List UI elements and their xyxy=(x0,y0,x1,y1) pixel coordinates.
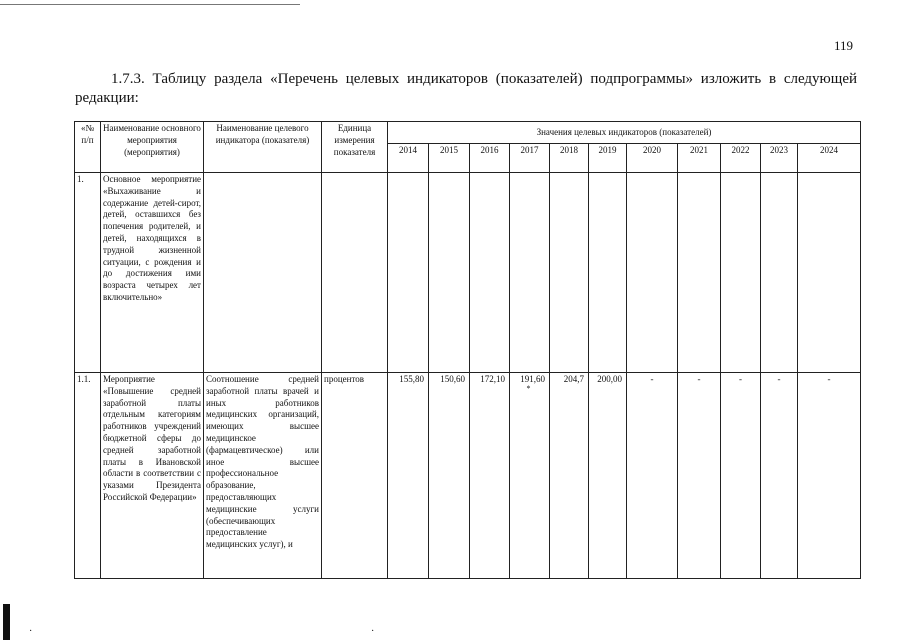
row-value: - xyxy=(721,373,761,579)
row-activity: Основное мероприятие «Выхаживание и содержание детей-сирот, детей, оставшихся без попечения родителей, и детей, находящихся в трудной жизненной ситуации, с рождения и до достижения ими возраста четырех лет включительно» xyxy=(101,173,204,373)
header-activity: Наименование основного мероприятия (мероприятия) xyxy=(101,122,204,173)
row-value xyxy=(388,173,429,373)
row-value xyxy=(627,173,678,373)
row-indicator: Соотношение средней заработной платы врачей и иных работников медицинских организаций, имеющих высшее медицинское (фармацевтическое) или иное высшее профессиональное образование, предоставляющих медицинские услуги (обеспечивающих предоставление медицинских услуг), и xyxy=(204,373,322,579)
table-row xyxy=(75,173,861,373)
row-value: 200,00 xyxy=(589,373,627,579)
header-year: 2017 xyxy=(510,144,550,173)
section-heading xyxy=(75,70,857,108)
row-value xyxy=(510,173,550,373)
row-value xyxy=(550,173,589,373)
row-value xyxy=(678,173,721,373)
row-unit: процентов xyxy=(322,373,388,579)
header-unit: Единица измерения показателя xyxy=(322,122,388,173)
top-rule xyxy=(0,4,300,5)
row-value xyxy=(721,173,761,373)
header-year: 2024 xyxy=(798,144,861,173)
row-value-cell xyxy=(510,373,550,579)
heading-line-2: редакции: xyxy=(75,90,139,106)
row-value: 150,60 xyxy=(429,373,470,579)
header-indicator: Наименование целевого индикатора (показателя) xyxy=(204,122,322,173)
row-num: 1. xyxy=(75,173,101,373)
scan-edge-mark xyxy=(3,604,10,640)
row-value xyxy=(470,173,510,373)
header-values-group: Значения целевых индикаторов (показателей) xyxy=(388,122,861,144)
row-value: - xyxy=(798,373,861,579)
row-value: 155,80 xyxy=(388,373,429,579)
row-value: 191,60 xyxy=(520,374,545,384)
row-value xyxy=(761,173,798,373)
table-row xyxy=(75,373,861,579)
header-year: 2014 xyxy=(388,144,429,173)
row-indicator xyxy=(204,173,322,373)
row-num: 1.1. xyxy=(75,373,101,579)
row-value: - xyxy=(678,373,721,579)
row-value: - xyxy=(761,373,798,579)
row-value xyxy=(589,173,627,373)
indicators-table xyxy=(74,121,861,579)
scan-speck: · xyxy=(371,626,375,637)
header-year: 2023 xyxy=(761,144,798,173)
row-activity: Мероприятие «Повышение средней заработной платы отдельным категориям работников учреждений бюджетной сферы до средней заработной платы в Ивановской области в соответствии с указами Президента Российской Федерации» xyxy=(101,373,204,579)
header-year: 2015 xyxy=(429,144,470,173)
header-year: 2020 xyxy=(627,144,678,173)
header-year: 2018 xyxy=(550,144,589,173)
header-year: 2022 xyxy=(721,144,761,173)
heading-line-1: 1.7.3. Таблицу раздела «Перечень целевых индикаторов (показателей) подпрограммы» изложить в следующей xyxy=(111,71,857,87)
row-value: 172,10 xyxy=(470,373,510,579)
header-year: 2019 xyxy=(589,144,627,173)
header-year: 2021 xyxy=(678,144,721,173)
row-value: 204,7 xyxy=(550,373,589,579)
header-num: «№ п/п xyxy=(75,122,101,173)
page-number: 119 xyxy=(833,38,853,53)
row-value xyxy=(798,173,861,373)
scan-speck: · xyxy=(29,626,33,637)
row-value: - xyxy=(627,373,678,579)
footnote-mark: * xyxy=(526,383,531,393)
header-year: 2016 xyxy=(470,144,510,173)
row-value xyxy=(429,173,470,373)
row-unit xyxy=(322,173,388,373)
